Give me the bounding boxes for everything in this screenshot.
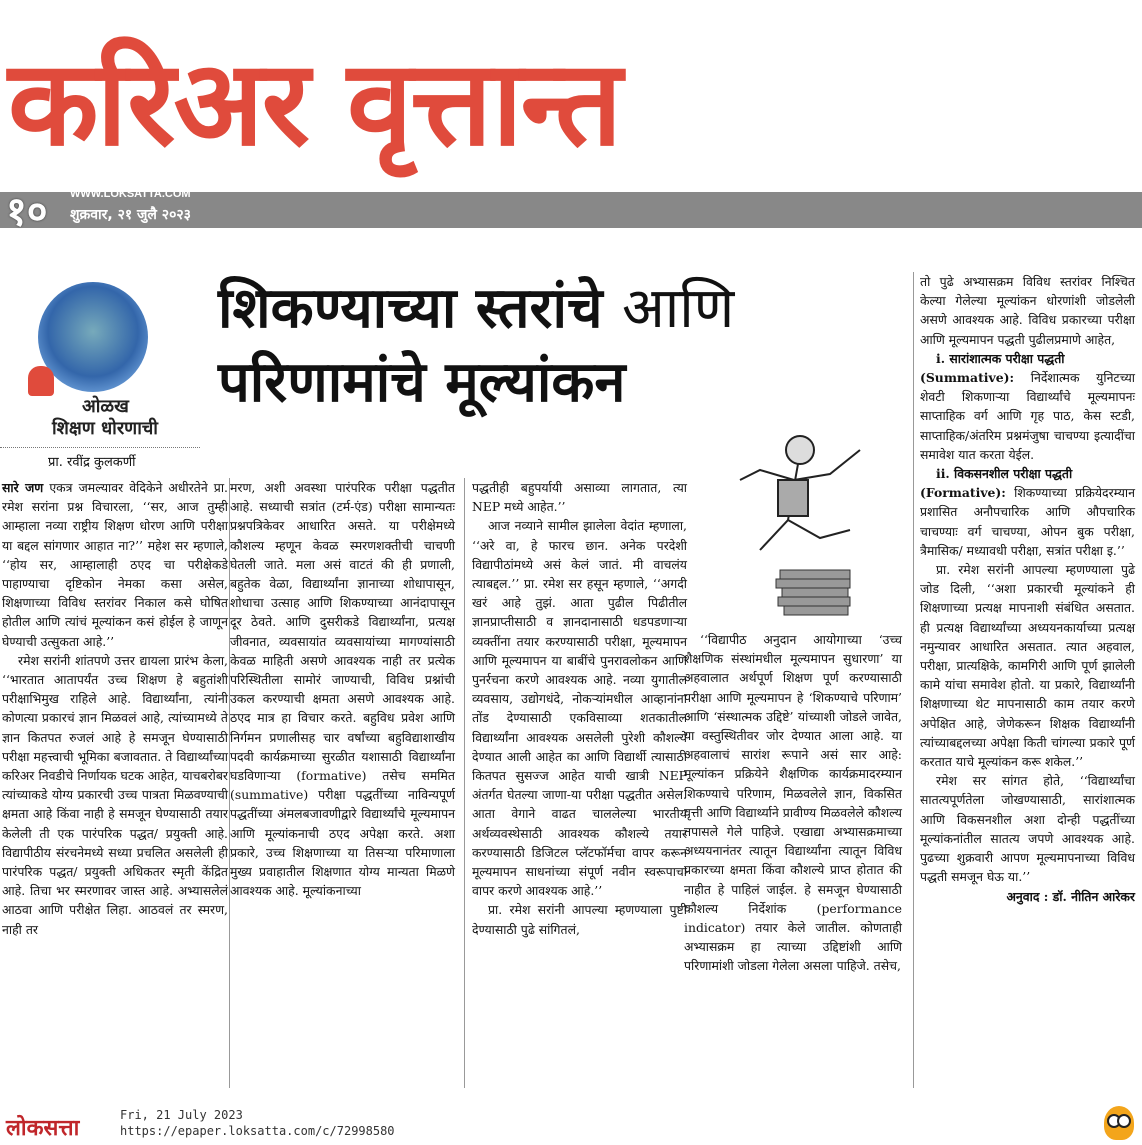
student-jumping-books-illustration [700, 410, 880, 625]
headline-part1: शिकण्याच्या स्तरांचे [218, 276, 603, 341]
headline-line2: परिणामांचे मूल्यांकन [218, 350, 626, 415]
paragraph: प्रा. रमेश सरांनी आपल्या म्हणण्याला पुष्टी देण्यासाठी पुढे सांगितलं, [472, 902, 687, 937]
pointing-hand-icon [28, 366, 54, 396]
paragraph: आज नव्याने सामील झालेला वेदांत म्हणाला, ‘‘अरे वा, हे फारच छान. अनेक परदेशी विद्यापीठांमध्ये असं केलं जातं. मी वाचलंय त्याबद्दल.’’ प्रा. रमेश सर हसून म्हणाले, ‘‘अगदी खरं आहे तुझं. आता पुढील पिढीतील ज्ञानप्राप्तीसाठी व ज्ञानदानासाठी धडपडणाऱ्या व्यक्तींना तयार करण्यासाठी परीक्षा, मूल्यमापन आणि मूल्यमापन या बाबींचे पुनरावलोकन आणि पुनर्रचना करणे आवश्यक आहे. नव्या युगातील व्यवसाय, उद्योगधंदे, नोकऱ्यांमधील आव्हानांना तोंड देण्यासाठी एकविसाव्या शतकातील विद्यार्थ्यांना आवश्यक असलेली पुरेशी कौशल्ये देण्यात आली आहेत का आणि विद्यार्थी त्यासाठी कितपत सुसज्ज आहेत याची खात्री NEP अंतर्गत घेतल्या जाणा-या परीक्षा पद्धतीत असेल. आता वेगाने वाढत चाललेल्या भारतीय अर्थव्यवस्थेसाठी आवश्यक कौशल्ये तयार करण्यासाठी डिजिटल प्लॅटफॉर्मचा वापर करून मूल्यमापन साधनांच्या संपूर्ण नवीन स्वरूपाचा वापर करणे आवश्यक आहे.’’ [472, 518, 687, 899]
article-headline [218, 272, 878, 420]
issue-date: शुक्रवार, २१ जुलै २०२३ [70, 207, 191, 223]
article-column-4 [684, 630, 902, 976]
masthead [0, 0, 1142, 235]
article-column-1 [2, 478, 228, 939]
section-title: करिअर वृत्तान्त [8, 34, 621, 172]
paragraph: सारे जण एकत्र जमल्यावर वेदिकेने अधीरतेने प्रा. रमेश सरांना प्रश्न विचारला, ‘‘सर, आज तुम्ही आम्हाला नव्या राष्ट्रीय शिक्षण धोरण आणि परीक्षा या बद्दल सांगणार आहात ना?’’ महेश सर म्हणाले, ‘‘होय सर, आम्हालाही ठएद चा परीक्षेकडे पाहाण्याचा दृष्टिकोन नेमका कसा असेल, शिक्षणाच्या विविध स्तरांवर निकाल कसे घोषित होतील आणि त्यांचं मूल्यांकन कसं होईल हे जाणून घेण्याची उत्सुकता आहे.’’ [2, 480, 228, 649]
paragraph: रमेश सर सांगत होते, ‘‘विद्यार्थ्यांचा सातत्यपूर्णतेला जोखण्यासाठी, सारांशात्मक आणि विकसनशील अशा दोन्ही पद्धतींच्या मूल्यांकनांतील सातत्य जपणे आवश्यक आहे. पुढच्या शुक्रवारी आपण मूल्यमापनाच्या विविध पद्धती समजून घेऊ या.’’ [920, 773, 1135, 885]
paragraph: मरण, अशी अवस्था पारंपरिक परीक्षा पद्धतीत आहे. सध्याची सत्रांत (टर्म-एंड) परीक्षा सामान्यतः प्रश्नपत्रिकेवर आधारित असते. या परीक्षेमध्ये कौशल्य म्हणून केवळ स्मरणशक्तीची चाचणी घेतली जाते. मला असं वाटतं की ही प्रणाली, बहुतेक वेळा, विद्यार्थ्यांना ज्ञानाच्या शोधापासून, शोधाचा उत्साह आणि शिकण्याच्या आनंदापासून दूर ठेवते. आणि दुसरीकडे विद्यार्थ्यांना, प्रत्यक्ष जीवनात, व्यवसायांत व्यवसायांच्या मागण्यांसाठी केवळ माहिती असणे आवश्यक नाही तर प्रत्येक परिस्थितीला सामोरं जाण्याची, विविध प्रश्नांची उकल करण्याची क्षमता असणे आवश्यक आहे. ठएद मात्र हा विचार करते. बहुविध प्रवेश आणि निर्गमन प्रणालीसह चार वर्षांच्या बहुविद्याशाखीय पदवी कार्यक्रमाच्या सुरळीत यशासाठी विद्यार्थ्यांना घडविणाऱ्या (formative) तसेच सममित (summative) परीक्षा पद्धतींच्या नाविन्यपूर्ण पद्धतींच्या अंमलबजावणीद्वारे विद्यार्थ्यांचे मूल्यमापन आणि मूल्यांकनाची ठएद अपेक्षा करते. अशा प्रकारे, उच्च शिक्षणाच्या या तिसऱ्या परिमाणाला मुख्य प्रवाहातील शिक्षणात योग्य मान्यता मिळणे आवश्यक आहे. मूल्यांकनाच्या [230, 480, 455, 899]
website-link[interactable]: WWW.LOKSATTA.COM [70, 188, 191, 200]
footer [0, 1100, 1142, 1145]
paragraph: (Formative): शिकण्याच्या प्रक्रियेदरम्यान प्रशासित अनौपचारिक आणि औपचारिक चाचण्याः वर्ग चाचण्या, ओपन बुक परीक्षा, त्रैमासिक/ मध्यावधी परीक्षा, सत्रांत परीक्षा इ.’’ [920, 485, 1135, 558]
column-divider [464, 478, 465, 1088]
column-logo [8, 282, 198, 452]
page-number: १० [6, 189, 48, 235]
paragraph: रमेश सरांनी शांतपणे उत्तर द्यायला प्रारंभ केला, ‘‘भारतात आतापर्यंत उच्च शिक्षण हे बहुतांशी परीक्षाभिमुख राहिले आहे. विद्यार्थ्यांना, त्यांनी कोणत्या प्रकारचं ज्ञान मिळवलं आहे, त्यांच्यामध्ये ते ज्ञान कितपत रुजलं आहे हे समजून घेण्यासाठी परीक्षा महत्त्वाची भूमिका बजावतात. ते विद्यार्थ्यांच्या करिअर निवडीचे निर्णायक घटक आहेत, याचबरोबर त्यांच्याकडे योग्य प्रकारची उच्च पात्रता मिळवण्याची क्षमता आहे किंवा नाही हे समजून घेण्यासाठी तयार केलेली ती एक पारंपरिक पद्धत/ प्रयुक्ती आहे. विद्यापीठीय संरचनेमध्ये सध्या प्रचलित असलेली ही पारंपरिक पद्धत/ प्रयुक्ती अधिकतर स्मृती केंद्रित आहे. तिचा भर स्मरणावर जास्त आहे. अभ्यासलेलं आठवा आणि परीक्षेत लिहा. आठवलं तर स्मरण, नाही तर [2, 652, 228, 937]
byline-divider [0, 447, 200, 449]
paragraph: पद्धतीही बहुपर्यायी असाव्या लागतात, त्या NEP मध्ये आहेत.’’ [472, 480, 687, 515]
owl-icon[interactable] [1104, 1106, 1134, 1140]
education-tree-icon [38, 282, 148, 392]
column-logo-line2: शिक्षण धोरणाची [52, 418, 158, 439]
footer-url[interactable]: https://epaper.loksatta.com/c/72998580 [120, 1124, 395, 1138]
article-column-5 [920, 272, 1135, 906]
column-logo-line1: ओळख [82, 396, 129, 417]
paragraph: (Summative): निर्देशात्मक युनिटच्या शेवटी शिकणाऱ्या विद्यार्थ्यांचे मूल्यमापनः साप्ताहिक वर्ग आणि गृह पाठ, केस स्टडी, साप्ताहिक/अंतरिम प्रश्नमंजुषा चाचण्या इत्यादींचा समावेश यात करता येईल. [920, 370, 1135, 462]
paragraph: तो पुढे अभ्यासक्रम विविध स्तरांवर निश्चित केल्या गेलेल्या मूल्यांकन धोरणांशी जोडलेली असणे आवश्यक आहे. विविध प्रकारच्या परीक्षा आणि मूल्यमापन पद्धती पुढीलप्रमाणे आहेत, [920, 274, 1135, 347]
headline-part2: आणि [622, 276, 735, 341]
paragraph: ‘‘विद्यापीठ अनुदान आयोगाच्या ‘उच्च शैक्षणिक संस्थांमधील मूल्यमापन सुधारणा’ या अहवालात अर्थपूर्ण शिक्षण पूर्ण करण्यासाठी परीक्षा आणि मूल्यमापन हे ‘शिकण्याचे परिणाम’ आणि ‘संस्थात्मक उद्दिष्टे’ यांच्याशी जोडले जावेत, या वस्तुस्थितीवर जोर देण्यात आला आहे. या अहवालाचं सारांश रूपाने असं सार आहे: मूल्यांकन प्रक्रियेने शैक्षणिक कार्यक्रमादरम्यान शिकण्याचे परिणाम, मिळवलेले ज्ञान, विकसित वृत्ती आणि विद्यार्थ्याने प्रावीण्य मिळवलेले कौशल्य तपासले गेले पाहिजे. एखाद्या अभ्यासक्रमाच्या अध्ययनानंतर त्यातून विद्यार्थ्यांना त्यातून विविध प्रकारच्या क्षमता किंवा कौशल्ये प्राप्त होतात की नाहीत हे पाहिलं जाईल. हे समजून घेण्यासाठी कौशल्य निर्देशांक (performance indicator) तयार केले जातील. कोणताही अभ्यासक्रम हा त्याच्या उद्दिष्टांशी आणि परिणामांशी जोडला गेलेला असला पाहिजे. तसेच, [684, 632, 902, 974]
article-column-2 [230, 478, 455, 900]
subheading-summative: i. सारांशात्मक परीक्षा पद्धती [936, 350, 1065, 366]
column-divider [913, 272, 914, 1088]
author-byline: प्रा. रवींद्र कुलकर्णी [48, 455, 136, 470]
translator-credit: अनुवाद : डॉ. नीतिन आरेकर [1006, 888, 1135, 904]
column-divider [229, 478, 230, 1088]
subheading-formative: ii. विकसनशील परीक्षा पद्धती [936, 466, 1073, 482]
article-column-3 [472, 478, 687, 939]
paragraph: प्रा. रमेश सरांनी आपल्या म्हणण्याला पुढे जोड दिली, ‘‘अशा प्रकारची मूल्यांकने ही शिक्षणाच्या प्रत्यक्ष मापनाशी संबंधित असतात. ही प्रत्यक्ष विद्यार्थ्यांच्या अध्ययनकार्याच्या प्रत्यक्ष नमुन्यावर आधारित असतात. त्यात अहवाल, परीक्षा, प्रात्यक्षिके, कामगिरी आणि पूर्ण झालेली कामे यांचा समावेश होतो. या प्रकारे, विद्यार्थ्यांनी शिक्षणाच्या थेट मापनासाठी काम तयार करणे अपेक्षित आहे, जेणेकरून शिक्षक विद्यार्थ्यांनी त्यांच्याबद्दलच्या अपेक्षा किती चांगल्या प्रकारे पूर्ण करतात याचे मूल्यांकन करू शकेल.’’ [920, 562, 1135, 770]
loksatta-logo: लोकसत्ता [6, 1116, 80, 1141]
footer-date: Fri, 21 July 2023 [120, 1108, 243, 1122]
